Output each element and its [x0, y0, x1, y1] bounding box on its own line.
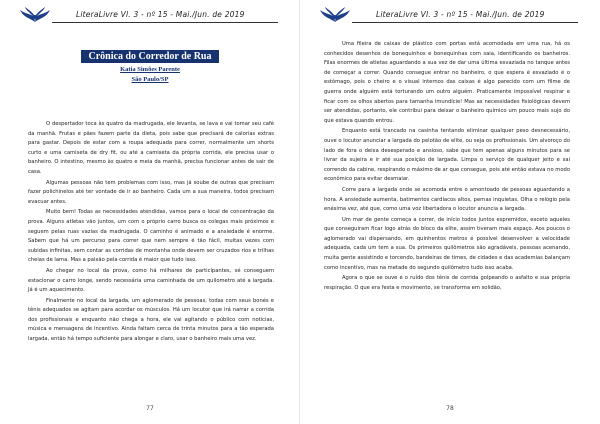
paragraph: Agora o que se ouve é o ruído dos tênis de corrida golpeando o asfalto e sua própria respiração. O que era festa e movimento, se transforma em solidão, [324, 275, 570, 291]
paragraph: Finalmente no local da largada, um aglomerado de pessoas, todas com seus bonés e tênis adequados se agitam para acordar os músculos. Há um locutor que irá narrar a corrida dos profissionais e enquanto não chega a hora, ele vai agitando o público com notícias, música e mensagens de incentivo. Ainda faltam cerca de trinta minutos para a tão esperada largada, então há tempo suficiente para alongar e claro, usar o banheiro mais uma vez. [28, 297, 274, 343]
header-text: LiteraLivre Vl. 3 - nº 15 - Mai./Jun. de 2019 [376, 10, 545, 19]
article-body [28, 120, 274, 346]
author-name: Katia Simões Parente [120, 66, 180, 73]
page-number: 77 [146, 405, 154, 412]
page-number: 78 [446, 405, 454, 412]
paragraph: Algumas pessoas não tem problemas com isso, mas já soube de outras que precisam fazer polichinelos até ter vontade de ir ao banheiro. Cada um a sua maneira, todos precisam evacuar antes. [28, 179, 274, 205]
winged-logo-icon [320, 6, 350, 26]
title-block [0, 44, 300, 83]
paragraph: O despertador toca às quatro da madrugada, ele levanta, se lava e vai tomar seu café da manhã. Frutas e pães fazem parte da dieta, pois sabe que precisará de calorias extras para gastar. Depois de estar com a roupa adequada para correr, normalmente um shorts curto e uma camiseta de dry fit, ou até a camiseta da própria corrida, ele precisa usar o banheiro. O intestino, mesmo às quatro e meia da manhã, precisa funcionar antes de sair de casa. [28, 121, 274, 175]
paragraph: Corre para a largada onde se acomoda entre o amontoado de pessoas aguardando a hora. A ansiedade aumenta, batimentos cardíacos altos, pernas inquietas. Olha o relógio pela enésima vez, até que, como uma voz libertadora o locutor anuncia a largada. [324, 186, 570, 213]
right-page [300, 0, 600, 424]
header-rule [52, 22, 278, 23]
paragraph: Ao chegar no local da prova, como há milhares de participantes, sé conseguem estacionar o carro longe, sendo necessária uma caminhada de um quilometro até a largada. Já é um aquecimento. [28, 267, 274, 294]
page-header [318, 6, 582, 26]
paragraph: Muito bem! Todas as necessidades atendidas, vamos para o local de concentração da prova. Alguns atletas vão juntos, um com o próprio carro busca os colegas mais próximos e seguem pelas ruas vazias da madrugada. O caminho é animado e a ansiedade é enorme. Sabem que há um percurso para correr que nem sempre é tão fácil, muitas vezes com subidas infinitas, sem contar as corridas de montanha onde devem ser cruzados rios e trilhas cheias de lama. Mas a paixão pela corrida é maior que tudo isso. [28, 209, 274, 264]
paragraph: Uma fileira de caixas de plástico com portas está acomodada em uma rua, há os conhecidos desenhos de bonequinhos e bonequinhas com saia, identificando os banheiros. Filas enormes de atletas aguardando a sua vez de dar uma última esvaziada no tanque antes de começar a correr. Quando consegue entrar no banheiro, o que espera é esvaziado é o estômago, pois o cheiro e o visual internos das caixas é algo parecido com um filme de guerra onde alguém está torturando um outro alguém. Praticamente impossível respirar e ficar com os olhos abertos para tamanha imundície! Mas as necessidades fisiológicas devem ser atendidas, portanto, ele contribui para deixar o banheiro químico um pouco mais sujo do que estava quando entrou. [324, 41, 570, 124]
header-text: LiteraLivre Vl. 3 - nº 15 - Mai./Jun. de 2019 [76, 10, 245, 19]
winged-logo-icon [20, 6, 50, 26]
paragraph: Enquanto está trancado na casinha tentando eliminar qualquer peso desnecessário, ouve o locutor anunciar a largada do pelotão de elite, ou seja os profissionais. Um alvoroço do lado de fora o deixa desesperado e ansioso, sabe que tem apenas alguns minutos para se livrar da sujeira e ir até sua posição de largada. Limpa o serviço de qualquer jeito e sai correndo da cabine, respirando o máximo de ar que consegue, pois até então estava no modo econômico para evitar desmaiar. [324, 128, 570, 183]
author-place: São Paulo/SP [131, 76, 169, 83]
article-body [324, 40, 570, 294]
page-header [18, 6, 282, 26]
paragraph: Um mar de gente começa a correr, de início todos juntos espremidos, exceto aqueles que conseguiram ficar logo atrás do bloco da elite, assim tiveram mais espaço. Aos poucos o aglomerado vai dispersando, em quinhentos metros é possível desenvolver a velocidade adequada, cada um tem a sua. Os primeiros quilômetros são agradáveis, pessoas acenando, muita gente assistindo e torcendo, bandeiras de times, de cidades e das academias balançam como incentivo, mas na metade do segundo quilômetro tudo isso acaba. [324, 216, 570, 271]
header-rule [352, 22, 578, 23]
article-title: Crônica do Corredor de Rua [81, 50, 220, 63]
